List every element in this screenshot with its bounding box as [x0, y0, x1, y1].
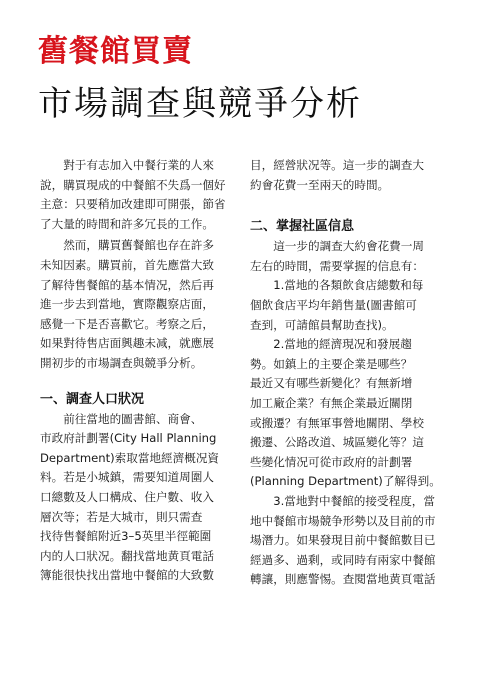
text-line: 了解待售餐館的基本情况，然后再	[40, 277, 214, 292]
text-line: 地中餐館市場競争形勢以及目前的市	[250, 513, 436, 528]
text-line: 然而，購買舊餐館也存在許多	[40, 238, 214, 253]
text-line: 2.當地的經濟現况和發展趨	[250, 337, 412, 352]
text-line: 1.當地的各類飲食店總數和每	[250, 278, 424, 293]
text-line: 目，經營狀况等。這一步的調查大	[250, 158, 424, 172]
section-heading-population: 一、調查人口狀况	[40, 391, 145, 407]
text-line: 個飲食店平均年銷售量(圖書館可	[250, 297, 417, 312]
text-line: 3.當地對中餐館的接受程度，當	[250, 493, 435, 508]
text-line: 最近又有哪些新變化？有無新增	[250, 376, 413, 391]
paragraph-continued	[250, 156, 448, 195]
text-line: 主意：只要稍加改建即可開張，節省	[40, 197, 226, 212]
text-line: 轉讓，則應警惕。查閱當地黄頁電話	[250, 572, 436, 587]
text-line: 左右的時間，需要掌握的信息有：	[250, 258, 424, 273]
text-line: 勢。如鎮上的主要企業是哪些？	[250, 356, 413, 371]
text-line: 感覺一下是否喜歡它。考察之后，	[40, 316, 214, 331]
text-line: 開初步的市場調查與競爭分析。	[40, 355, 203, 370]
paragraph-intro	[40, 156, 238, 234]
paragraph-caution	[40, 236, 238, 373]
text-line: 了大量的時間和許多冗長的工作。	[40, 216, 214, 231]
text-line: 這一步的調查大約會花費一周	[250, 239, 424, 254]
text-line: 進一步去到當地，實際觀察店面，	[40, 297, 214, 312]
title-line-1: 舊餐館買賣	[38, 34, 193, 69]
left-column	[40, 156, 238, 586]
list-item-1	[250, 276, 448, 335]
text-line: Department)索取當地經濟概况資	[40, 450, 220, 465]
text-line: 找待售餐館附近3–5英里半徑範圍	[40, 529, 212, 544]
text-line: 對于有志加入中餐行業的人來	[40, 158, 214, 172]
text-line: 查到，可請館員幫助查找)。	[250, 317, 394, 332]
paragraph-population	[40, 410, 238, 586]
text-line: 市政府計劃署(City Hall Planning	[40, 431, 217, 446]
text-line: 内的人口狀况。翻找當地黄頁電話	[40, 548, 214, 563]
text-line: 約會花費一至兩天的時間。	[250, 177, 390, 192]
text-line: 未知因素。購買前，首先應當大致	[40, 257, 214, 272]
text-line: 料。若是小城鎮，需要知道周圍人	[40, 470, 214, 485]
section-heading-community: 二、掌握社區信息	[250, 219, 355, 235]
list-item-3	[250, 492, 448, 590]
text-line: 口總數及人口構成、住户數、收入	[40, 489, 214, 504]
text-line: 搬遷、公路改道、城區變化等？這	[250, 435, 424, 450]
paragraph-community	[250, 237, 448, 276]
text-line: 經過多、過剩，或同時有兩家中餐館	[250, 552, 436, 567]
text-line: (Planning Department)了解得到。	[250, 474, 441, 489]
text-line: 場潛力。如果發現目前中餐館數目已	[250, 533, 436, 548]
list-item-2	[250, 335, 448, 492]
text-line: 前往當地的圖書館、商會、	[40, 411, 203, 426]
text-line: 或搬遷？有無軍事營地關閉、學校	[250, 415, 424, 430]
text-line: 些變化情况可從市政府的計劃署	[250, 454, 413, 469]
title-line-2: 市場調查與競爭分析	[38, 84, 362, 124]
text-line: 加工廠企業？有無企業最近關閉	[250, 395, 413, 410]
text-line: 簿能很快找出當地中餐館的大致數	[40, 568, 214, 583]
text-line: 說，購買現成的中餐館不失爲一個好	[40, 177, 226, 192]
right-column	[250, 156, 448, 590]
text-line: 層次等；若是大城市，則只需查	[40, 509, 203, 524]
text-line: 如果對待售店面興趣未减，就應展	[40, 336, 214, 351]
